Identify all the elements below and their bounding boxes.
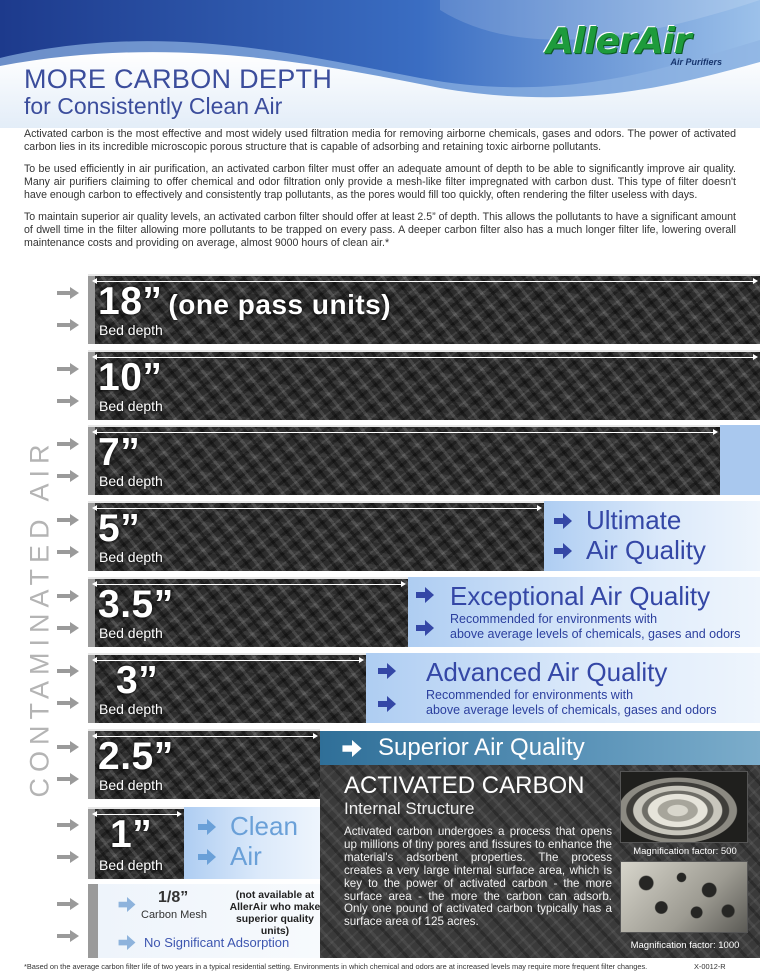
bar-cap <box>88 427 95 495</box>
arrow-right-icon <box>118 935 136 950</box>
superior-title: Superior Air Quality <box>378 734 585 761</box>
contaminated-air-label: CONTAMINATED AIR <box>24 438 55 798</box>
inflow-arrow-icon <box>57 741 79 753</box>
bed-depth-label: Bed depth <box>99 777 163 793</box>
activated-carbon-subtitle: Internal Structure <box>344 799 475 818</box>
inflow-arrow-icon <box>57 363 79 375</box>
bed-depth-value <box>98 280 391 327</box>
bar-cap <box>88 276 95 344</box>
page-subtitle: for Consistently Clean Air <box>24 93 283 119</box>
depth-number: 18” <box>98 280 163 323</box>
advanced-sub-1: Recommended for environments with <box>426 688 634 702</box>
advanced-title: Advanced Air Quality <box>426 657 668 687</box>
bar-cap <box>88 579 95 647</box>
arrow-right-icon <box>554 513 572 529</box>
inflow-arrow-icon <box>57 395 79 407</box>
inflow-arrow-icon <box>57 819 79 831</box>
inflow-arrow-icon <box>57 470 79 482</box>
carbon-mesh-note: (not available at AllerAir who make superior quality units) <box>229 890 321 937</box>
document-id: X-0012-R <box>694 962 726 971</box>
arrow-right-icon <box>378 663 396 679</box>
depth-note: (one pass units) <box>168 289 392 320</box>
carbon-bed-10in <box>88 350 760 420</box>
inflow-arrow-icon <box>57 665 79 677</box>
magnification-caption-1000: Magnification factor: 1000 <box>630 940 740 951</box>
carbon-bed-1in <box>88 807 184 879</box>
carbon-bed-3-5in <box>88 577 408 647</box>
bed-depth-label: Bed depth <box>99 473 163 489</box>
activated-carbon-info-box <box>320 765 760 958</box>
advanced-air-quality-panel <box>366 653 760 723</box>
carbon-bed-5in <box>88 501 544 571</box>
footnote: *Based on the average carbon filter life of two years in a typical residential setting. Environments in which chemical and odors are at increased levels may require more frequent filter changes. <box>24 962 648 971</box>
bed-depth-label: Bed depth <box>99 857 163 873</box>
bed-depth-value: 1” <box>110 813 153 856</box>
inflow-arrow-icon <box>57 438 79 450</box>
page-title: MORE CARBON DEPTH <box>24 64 333 94</box>
bed-depth-value: 2.5” <box>98 735 174 778</box>
bed-depth-value: 3” <box>116 659 159 702</box>
intro-paragraph-2: To be used efficiently in air purification, an activated carbon filter must offer an adequate amount of depth to be able to significantly improve air quality. Many air purifiers claiming to offer chemical and odor filtration only provide a mesh-like filter impregnated with carbon dust. This type of filter doesn't have enough carbon to effectively and consistently trap pollutants, as the pores would fill too quickly, often rendering the filter useless with days. <box>24 163 736 201</box>
inflow-arrow-icon <box>57 773 79 785</box>
superior-air-quality-banner <box>320 731 760 765</box>
magnification-caption-500: Magnification factor: 500 <box>633 846 737 857</box>
no-adsorption-label: No Significant Adsorption <box>144 935 290 950</box>
bed-depth-value: 10” <box>98 356 163 399</box>
micrograph-500x-image <box>620 771 748 843</box>
depth-measure-arrow <box>94 432 716 433</box>
inflow-arrow-icon <box>57 622 79 634</box>
bed-depth-label: Bed depth <box>99 701 163 717</box>
exceptional-sub-2: above average levels of chemicals, gases and odors <box>450 627 741 641</box>
bar-cap <box>88 731 95 799</box>
bed-depth-label: Bed depth <box>99 549 163 565</box>
bed-depth-label: Bed depth <box>99 625 163 641</box>
activated-carbon-title: ACTIVATED CARBON <box>344 772 585 799</box>
quality-panel-7in <box>720 425 760 495</box>
bed-depth-label: Bed depth <box>99 398 163 414</box>
carbon-bed-2-5in <box>88 729 320 799</box>
arrow-right-icon <box>378 696 396 712</box>
inflow-arrow-icon <box>57 697 79 709</box>
carbon-bed-7in <box>88 425 720 495</box>
inflow-arrow-icon <box>57 319 79 331</box>
logo-wordmark: AllerAir <box>546 21 691 62</box>
inflow-arrow-icon <box>57 287 79 299</box>
intro-paragraph-3: To maintain superior air quality levels, an activated carbon filter should offer at least 2.5” of depth. This allows the pollutants to have a significant amount of dwell time in the filter allowing more pollutants to be trapped on every pass. A deeper carbon filter also has a much longer filter life, lowering overall maintenance costs and providing on average, almost 9000 hours of clean air.* <box>24 211 736 249</box>
depth-measure-arrow <box>94 357 756 358</box>
clean-line-1: Clean <box>230 811 298 841</box>
ultimate-line-2: Air Quality <box>586 535 706 565</box>
ultimate-air-quality-panel <box>544 501 760 571</box>
bed-depth-label: Bed depth <box>99 322 163 338</box>
bed-depth-value: 3.5” <box>98 583 174 626</box>
logo-tagline: Air Purifiers <box>670 57 722 67</box>
arrow-right-icon <box>118 897 136 912</box>
arrow-right-icon <box>198 849 216 865</box>
intro-text <box>24 128 736 259</box>
exceptional-title: Exceptional Air Quality <box>450 581 711 611</box>
exceptional-air-quality-panel <box>408 577 760 647</box>
arrow-right-icon <box>342 740 362 757</box>
bed-depth-value: 5” <box>98 507 141 550</box>
arrow-right-icon <box>554 543 572 559</box>
inflow-arrow-icon <box>57 514 79 526</box>
carbon-mesh-bar <box>88 884 98 958</box>
inflow-arrow-icon <box>57 851 79 863</box>
carbon-mesh-label: Carbon Mesh <box>141 909 208 921</box>
arrow-right-icon <box>198 819 216 835</box>
depth-measure-arrow <box>94 508 540 509</box>
bar-cap <box>88 352 95 420</box>
bed-depth-value: 7” <box>98 431 141 474</box>
ultimate-line-1: Ultimate <box>586 505 682 535</box>
exceptional-sub-1: Recommended for environments with <box>450 612 658 626</box>
intro-paragraph-1: Activated carbon is the most effective and most widely used filtration media for removing airborne chemicals, gases and odors. The power of activated carbon lies in its incredible microscopic porous structure that is capable of adsorbing and retaining toxic airborne pollutants. <box>24 128 736 153</box>
arrow-right-icon <box>416 620 434 636</box>
micrograph-1000x-image <box>620 861 748 933</box>
carbon-bed-18in <box>88 274 760 344</box>
clean-line-2: Air <box>230 841 262 871</box>
clean-air-panel <box>184 807 320 879</box>
brand-logo <box>546 22 742 70</box>
bar-cap <box>88 809 95 879</box>
arrow-right-icon <box>416 587 434 603</box>
advanced-sub-2: above average levels of chemicals, gases and odors <box>426 703 717 717</box>
inflow-arrow-icon <box>57 898 79 910</box>
inflow-arrow-icon <box>57 546 79 558</box>
carbon-mesh-size: 1/8” <box>158 889 189 906</box>
carbon-bed-3in <box>88 653 366 723</box>
inflow-arrow-icon <box>57 930 79 942</box>
bar-cap <box>88 503 95 571</box>
inflow-arrow-icon <box>57 590 79 602</box>
bar-cap <box>88 655 95 723</box>
activated-carbon-description: Activated carbon undergoes a process that opens up millions of tiny pores and fissures to enhance the material's adsorbent properties. The process creates a very large internal surface area, which is key to the power of activated carbon - the more surface area - the more the carbon can adsorb. Only one pound of activated carbon typically has a surface area of 125 acres. <box>344 825 612 929</box>
